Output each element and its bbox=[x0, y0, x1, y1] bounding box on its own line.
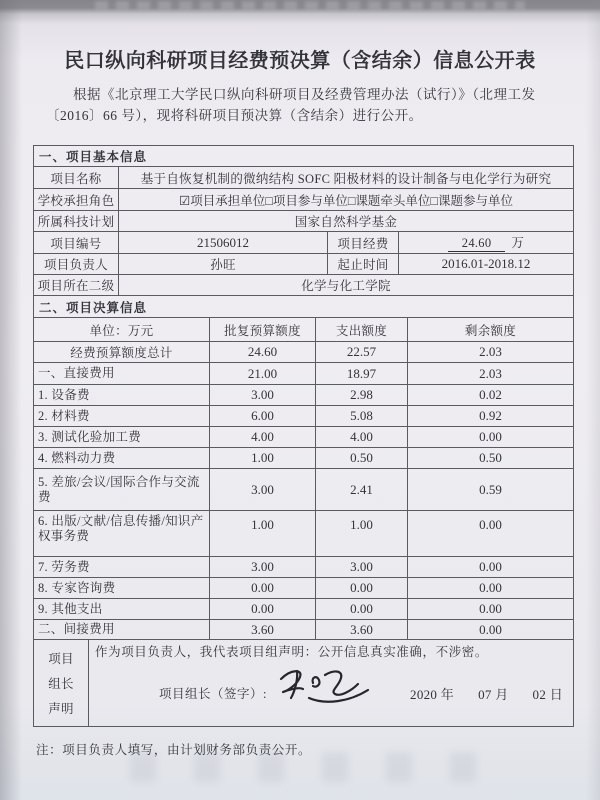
spent-cell: 18.97 bbox=[316, 363, 408, 385]
row-label: 5. 差旅/会议/国际合作与交流费 bbox=[34, 469, 210, 511]
school-role-option-label: 课题牵头单位 bbox=[355, 193, 431, 208]
row-label: 二、间接费用 bbox=[34, 620, 210, 640]
budget-cell: 1.00 bbox=[210, 511, 316, 557]
spent-cell: 3.00 bbox=[316, 557, 408, 578]
pi-label: 项目负责人 bbox=[34, 254, 119, 275]
school-role-options bbox=[119, 189, 574, 211]
row-label: 9. 其他支出 bbox=[34, 599, 210, 620]
table-row bbox=[34, 511, 574, 557]
budget-cell: 3.00 bbox=[210, 557, 316, 578]
school-role-option-label: 课题参与单位 bbox=[437, 193, 513, 208]
spent-cell: 22.57 bbox=[316, 342, 408, 363]
table-row bbox=[34, 342, 574, 363]
spent-cell: 1.00 bbox=[316, 511, 408, 557]
remain-cell: 0.00 bbox=[408, 511, 574, 557]
remain-cell: 0.00 bbox=[408, 599, 574, 620]
budget-cell: 21.00 bbox=[210, 363, 316, 385]
table-row bbox=[34, 599, 574, 620]
spent-cell: 3.60 bbox=[316, 620, 408, 640]
date-month: 07 月 bbox=[478, 686, 509, 702]
pi-name: 孙旺 bbox=[119, 254, 328, 275]
signature-row bbox=[95, 675, 567, 711]
date-year: 2020 年 bbox=[410, 686, 455, 702]
col-header-spent: 支出额度 bbox=[316, 318, 408, 342]
footnote: 注：项目负责人填写，由计划财务部负责公开。 bbox=[36, 743, 312, 757]
date-day: 02 日 bbox=[532, 686, 563, 702]
period-value: 2016.01-2018.12 bbox=[399, 254, 574, 275]
intro-line-1: 根据《北京理工大学民口纵向科研项目及经费管理办法（试行）》（北理工发 bbox=[73, 87, 536, 102]
budget-cell: 3.00 bbox=[210, 385, 316, 406]
row-label: 2. 材料费 bbox=[34, 406, 210, 427]
row-label: 7. 劳务费 bbox=[34, 557, 210, 578]
basic-info-table bbox=[33, 145, 574, 318]
table-row bbox=[34, 385, 574, 406]
spent-cell: 0.00 bbox=[316, 578, 408, 599]
table-row bbox=[34, 578, 574, 599]
row-label: 8. 专家咨询费 bbox=[34, 578, 210, 599]
remain-cell: 0.92 bbox=[408, 406, 574, 427]
row-label: 6. 出版/文献/信息传播/知识产权事务费 bbox=[34, 511, 210, 557]
table-row bbox=[34, 448, 574, 469]
spent-cell: 2.98 bbox=[316, 385, 408, 406]
intro-line-2: 〔2016〕66 号），现将科研项目预决算（含结余）进行公开。 bbox=[46, 108, 423, 123]
program-value: 国家自然科学基金 bbox=[119, 211, 574, 232]
project-no-label: 项目编号 bbox=[34, 232, 119, 254]
remain-cell: 0.00 bbox=[408, 620, 574, 640]
form-title: 民口纵向科研项目经费预决算（含结余）信息公开表 bbox=[64, 50, 536, 72]
signature-date bbox=[410, 684, 567, 703]
remain-cell: 0.00 bbox=[408, 578, 574, 599]
budget-amount: 24.60 bbox=[448, 236, 506, 252]
remain-cell: 0.00 bbox=[408, 427, 574, 448]
project-name-value: 基于自恢复机制的微纳结构 SOFC 阳极材料的设计制备与电化学行为研究 bbox=[119, 167, 574, 189]
school-role-option-label: 项目参与单位 bbox=[272, 193, 348, 208]
row-label-total: 经费预算额度总计 bbox=[34, 342, 210, 363]
remain-cell: 2.03 bbox=[408, 363, 574, 385]
unit-header: 单位：万元 bbox=[34, 318, 210, 342]
signature-label: 项目组长（签字）: bbox=[159, 687, 267, 701]
budget-cell: 3.60 bbox=[210, 620, 316, 640]
school-role-option-label: 项目承担单位 bbox=[190, 193, 266, 208]
page-bleed-through-top bbox=[95, 1, 525, 10]
budget-cell: 4.00 bbox=[210, 427, 316, 448]
budget-value bbox=[399, 232, 574, 254]
table-row bbox=[34, 557, 574, 578]
period-label: 起止时间 bbox=[328, 254, 399, 275]
intro-paragraph bbox=[46, 84, 558, 126]
side-label-line: 项目 bbox=[48, 652, 74, 667]
remain-cell: 0.00 bbox=[408, 557, 574, 578]
row-label: 一、直接费用 bbox=[34, 363, 210, 385]
remain-cell: 2.03 bbox=[408, 342, 574, 363]
table-row bbox=[34, 406, 574, 427]
declaration-statement: 作为项目负责人，我代表项目组声明：公开信息真实准确，不涉密。 bbox=[95, 645, 489, 659]
declaration-content bbox=[89, 640, 574, 727]
table-row bbox=[34, 427, 574, 448]
spent-cell: 4.00 bbox=[316, 427, 408, 448]
remain-cell: 0.59 bbox=[408, 469, 574, 511]
checkbox-unchecked-icon: □ bbox=[265, 193, 273, 208]
spent-cell: 0.50 bbox=[316, 448, 408, 469]
form-body bbox=[33, 145, 574, 758]
spent-cell: 0.00 bbox=[316, 599, 408, 620]
remain-cell: 0.02 bbox=[408, 385, 574, 406]
row-label: 4. 燃料动力费 bbox=[34, 448, 210, 469]
section-title-basic-info: 一、项目基本信息 bbox=[34, 146, 574, 167]
project-no-value: 21506012 bbox=[119, 232, 328, 254]
section-title-settlement: 二、项目决算信息 bbox=[34, 296, 574, 318]
col-header-budget: 批复预算额度 bbox=[210, 318, 316, 342]
declaration-side-label bbox=[34, 640, 89, 727]
table-row bbox=[34, 620, 574, 640]
project-name-label: 项目名称 bbox=[34, 167, 119, 189]
spent-cell: 5.08 bbox=[316, 406, 408, 427]
side-label-line: 组长 bbox=[48, 676, 74, 691]
remain-cell: 0.50 bbox=[408, 448, 574, 469]
budget-label: 项目经费 bbox=[328, 232, 399, 254]
handwritten-signature bbox=[273, 665, 373, 711]
checkbox-unchecked-icon: □ bbox=[430, 193, 438, 208]
budget-unit: 万 bbox=[511, 236, 525, 250]
col-header-remain: 剩余额度 bbox=[408, 318, 574, 342]
budget-cell: 6.00 bbox=[210, 406, 316, 427]
side-label-line: 声明 bbox=[48, 701, 74, 716]
table-row bbox=[34, 363, 574, 385]
settlement-table bbox=[33, 317, 574, 640]
school-role-label: 学校承担角色 bbox=[34, 189, 119, 211]
budget-cell: 1.00 bbox=[210, 448, 316, 469]
declaration-table bbox=[33, 639, 574, 727]
dept-value: 化学与化工学院 bbox=[119, 275, 574, 296]
checkbox-unchecked-icon: □ bbox=[347, 193, 356, 208]
budget-cell: 0.00 bbox=[210, 578, 316, 599]
spent-cell: 2.41 bbox=[316, 469, 408, 511]
budget-cell: 24.60 bbox=[210, 342, 316, 363]
table-row bbox=[34, 469, 574, 511]
budget-cell: 0.00 bbox=[210, 599, 316, 620]
row-label: 1. 设备费 bbox=[34, 385, 210, 406]
program-label: 所属科技计划 bbox=[34, 211, 119, 232]
dept-label: 项目所在二级 bbox=[34, 275, 119, 296]
checkbox-checked-icon: ☑ bbox=[179, 193, 191, 208]
budget-cell: 3.00 bbox=[210, 469, 316, 511]
row-label: 3. 测试化验加工费 bbox=[34, 427, 210, 448]
